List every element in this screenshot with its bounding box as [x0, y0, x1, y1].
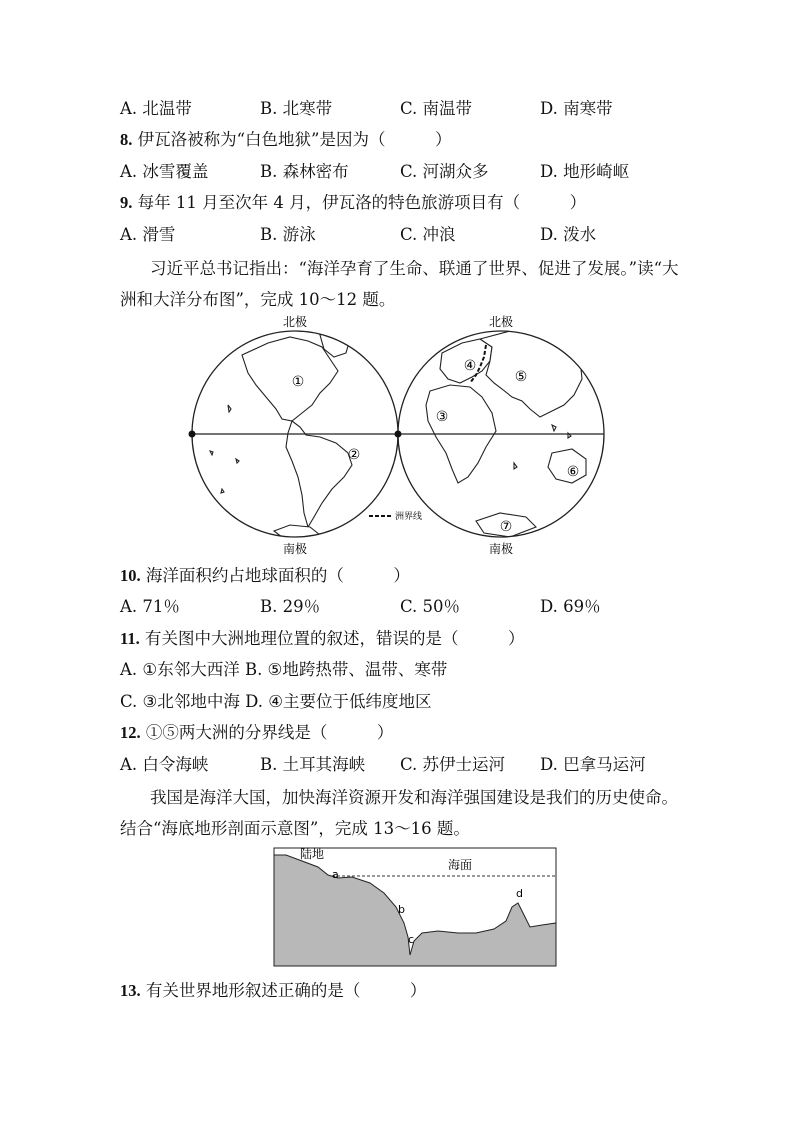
q12-option-a[interactable]: A. 白令海峡	[120, 755, 209, 774]
north-pole-label-left: 北极	[282, 315, 308, 329]
q12-stem	[120, 722, 393, 744]
q9-option-c[interactable]: C. 冲浪	[400, 225, 456, 244]
q10-option-c[interactable]: C. 50％	[400, 597, 461, 616]
q8-option-a[interactable]: A. 冰雪覆盖	[120, 162, 209, 181]
continent-label-1: ①	[291, 374, 305, 390]
q9-option-a[interactable]: A. 滑雪	[120, 225, 176, 244]
q7-option-a[interactable]: A. 北温带	[120, 99, 192, 118]
question-number: 9.	[120, 193, 133, 212]
q9-option-b[interactable]: B. 游泳	[260, 225, 316, 244]
continent-label-3: ③	[435, 409, 449, 425]
sea-surface-label: 海面	[448, 858, 473, 872]
q9-option-d[interactable]: D. 泼水	[540, 225, 597, 244]
antarctica-west-shape	[274, 525, 320, 543]
q8-stem	[120, 129, 452, 151]
question-text: ①⑤两大洲的分界线是（ ）	[140, 723, 394, 742]
q11-option-ab[interactable]: A. ①东邻大西洋 B. ⑤地跨热带、温带、寒带	[120, 660, 448, 679]
q12-option-d[interactable]: D. 巴拿马运河	[540, 755, 646, 774]
question-text: 伊瓦洛被称为“白色地狱”是因为（ ）	[132, 130, 452, 149]
q8-option-c[interactable]: C. 河湖众多	[400, 162, 489, 181]
passage-intro-13-16: 我国是海洋大国，加快海洋资源开发和海洋强国建设是我们的历史使命。结合“海底地形剖面示意图”，完成 13～16 题。	[120, 788, 678, 838]
question-text: 每年 11 月至次年 4 月，伊瓦洛的特色旅游项目有（ ）	[132, 193, 587, 212]
q7-option-b[interactable]: B. 北寒带	[260, 99, 333, 118]
q10-option-a[interactable]: A. 71％	[120, 597, 180, 616]
q7-option-c[interactable]: C. 南温带	[400, 99, 473, 118]
south-pole-label-right: 南极	[488, 542, 514, 556]
land-label: 陆地	[300, 847, 325, 861]
seafloor-profile-diagram	[272, 845, 558, 970]
q12-option-b[interactable]: B. 土耳其海峡	[260, 755, 366, 774]
equator-point-left	[189, 431, 196, 438]
q13-stem	[120, 980, 426, 1002]
point-d-label: d	[516, 887, 523, 900]
north-america-shape	[242, 337, 338, 421]
point-b-label: b	[398, 903, 405, 916]
q11-options-cd[interactable]	[120, 691, 432, 713]
continent-label-7: ⑦	[499, 519, 513, 535]
question-text: 海洋面积约占地球面积的（ ）	[140, 566, 410, 585]
continent-label-4: ④	[463, 358, 477, 374]
point-c-label: c	[408, 933, 415, 946]
q7-option-d[interactable]: D. 南寒带	[540, 99, 613, 118]
q10-option-d[interactable]: D. 69％	[540, 597, 601, 616]
q8-option-d[interactable]: D. 地形崎岖	[540, 162, 630, 181]
point-a-label: a	[332, 868, 339, 881]
question-text: 有关图中大洲地理位置的叙述，错误的是（ ）	[139, 629, 525, 648]
south-america-shape	[286, 421, 352, 527]
q12-option-c[interactable]: C. 苏伊士运河	[400, 755, 506, 774]
equator-point-middle	[395, 431, 402, 438]
passage-intro-10-12: 习近平总书记指出：“海洋孕育了生命、联通了世界、促进了发展。”读“大洲和大洋分布图”，完成 10～12 题。	[120, 259, 679, 309]
q9-stem	[120, 192, 586, 214]
western-hemisphere	[210, 331, 352, 543]
q11-options-ab[interactable]	[120, 659, 447, 681]
question-text: 有关世界地形叙述正确的是（ ）	[140, 981, 427, 1000]
south-pole-label-left: 南极	[282, 542, 308, 556]
north-pole-label-right: 北极	[488, 315, 514, 329]
question-number: 11.	[120, 629, 140, 648]
q11-stem	[120, 628, 524, 650]
question-number: 13.	[120, 981, 141, 1000]
q11-option-cd[interactable]: C. ③北邻地中海 D. ④主要位于低纬度地区	[120, 692, 432, 711]
asia-shape	[480, 331, 582, 417]
question-number: 12.	[120, 723, 141, 742]
continent-label-6: ⑥	[566, 464, 580, 480]
legend-boundary-label: 洲界线	[395, 512, 423, 522]
question-number: 10.	[120, 566, 141, 585]
q10-option-b[interactable]: B. 29％	[260, 597, 321, 616]
continents-oceans-map	[180, 313, 620, 558]
q8-option-b[interactable]: B. 森林密布	[260, 162, 349, 181]
continent-label-2: ②	[347, 447, 361, 463]
q10-stem	[120, 565, 410, 587]
question-number: 8.	[120, 130, 133, 149]
continent-label-5: ⑤	[514, 369, 528, 385]
